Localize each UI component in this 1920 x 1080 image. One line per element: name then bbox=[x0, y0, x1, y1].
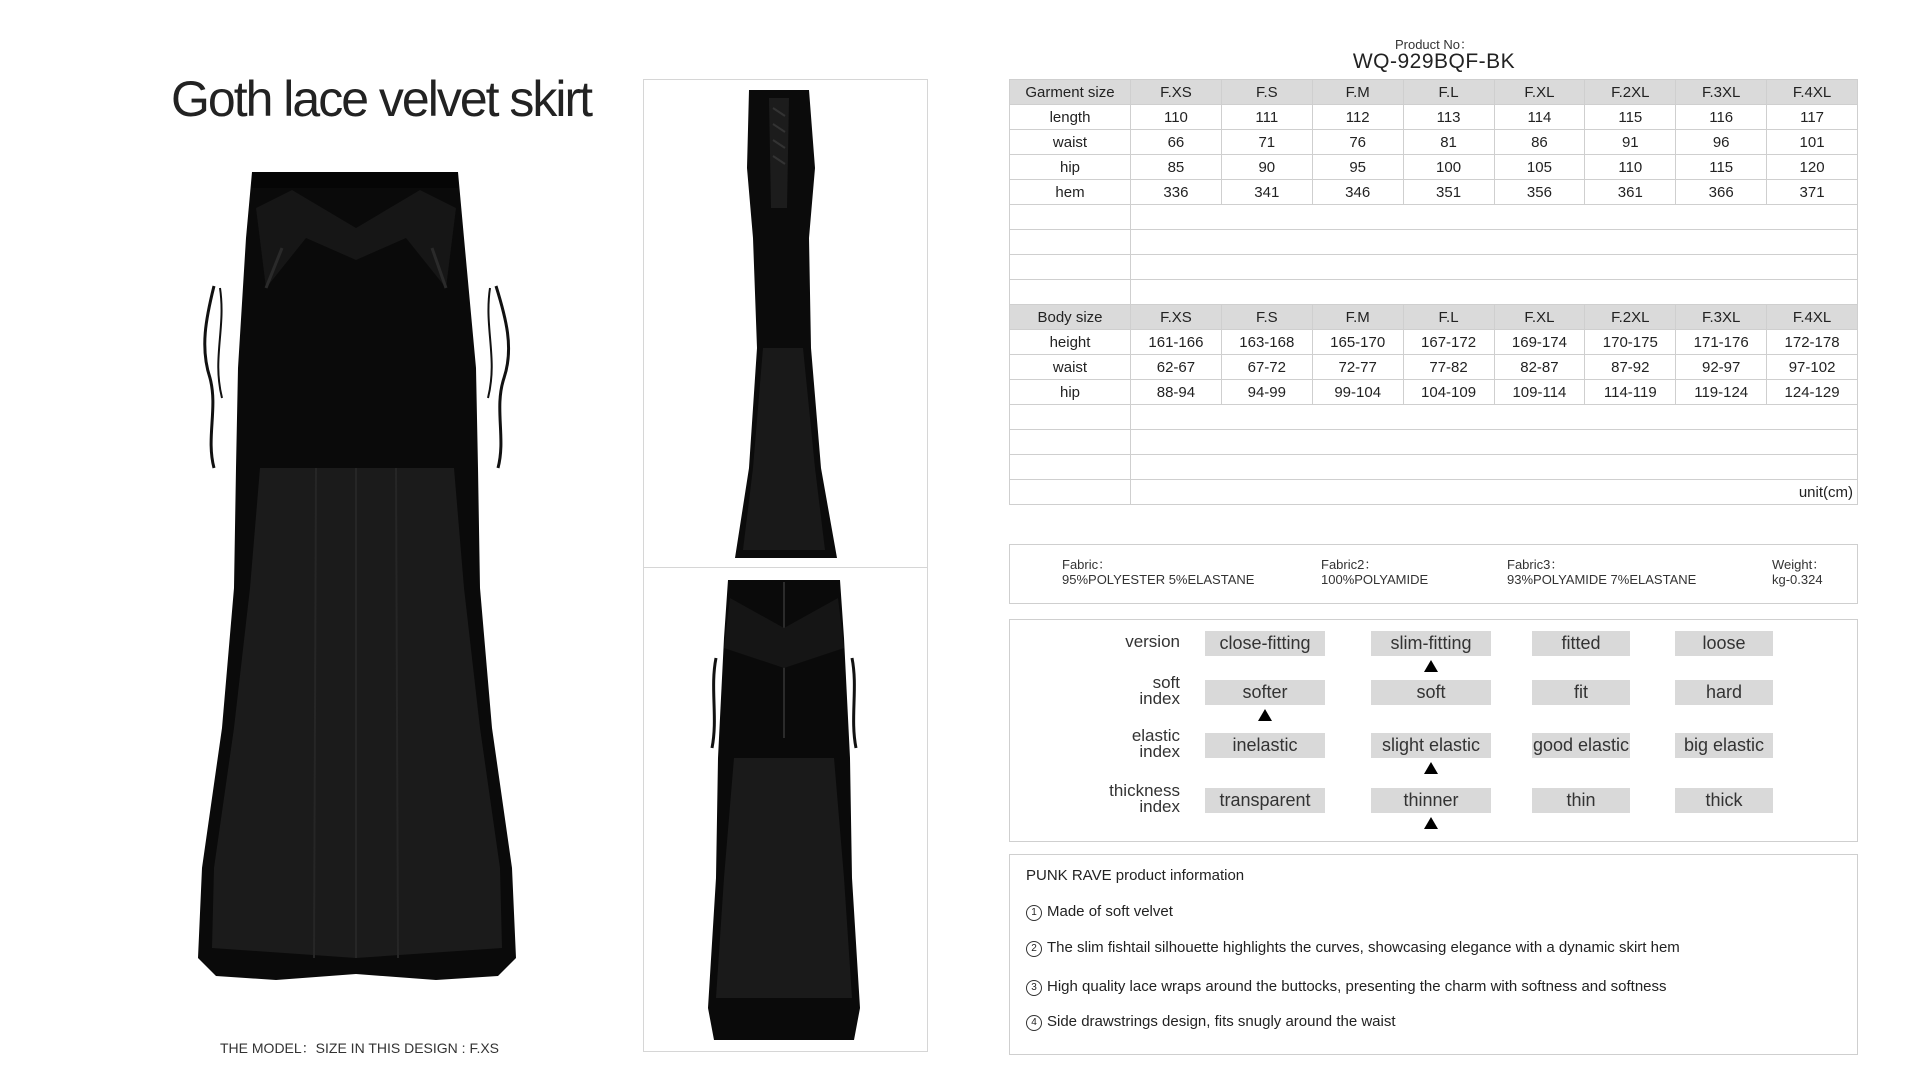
table-cell: 92-97 bbox=[1676, 355, 1767, 380]
option-loose: loose bbox=[1675, 631, 1773, 656]
info-item bbox=[1026, 978, 1667, 996]
column-header: F.M bbox=[1312, 305, 1403, 330]
table-cell: 356 bbox=[1494, 180, 1585, 205]
table-header-row bbox=[1010, 305, 1858, 330]
table-cell: 97-102 bbox=[1767, 355, 1858, 380]
option-hard: hard bbox=[1675, 680, 1773, 705]
page-title: Goth lace velvet skirt bbox=[171, 71, 592, 127]
fabric-label: Fabric2： bbox=[1321, 557, 1378, 572]
weight-label: Weight： bbox=[1772, 557, 1826, 572]
info-text: The slim fishtail silhouette highlights the curves, showcasing elegance with a dynamic skirt hem bbox=[1047, 939, 1680, 956]
table-cell: 67-72 bbox=[1221, 355, 1312, 380]
back-view-photo bbox=[704, 578, 864, 1053]
weight-item bbox=[1772, 557, 1825, 587]
table-cell: 119-124 bbox=[1676, 380, 1767, 405]
table-row bbox=[1010, 155, 1858, 180]
column-header: F.4XL bbox=[1767, 305, 1858, 330]
table-cell: 105 bbox=[1494, 155, 1585, 180]
table-cell: 161-166 bbox=[1131, 330, 1222, 355]
attr-label-thickness-index: thickness index bbox=[1109, 781, 1180, 816]
garment-size-table bbox=[1009, 79, 1858, 305]
table-cell: 115 bbox=[1585, 105, 1676, 130]
row-label: hip bbox=[1010, 155, 1131, 180]
item-number: 2 bbox=[1026, 941, 1042, 957]
option-thin: thin bbox=[1532, 788, 1630, 813]
table-cell: 117 bbox=[1767, 105, 1858, 130]
item-number: 3 bbox=[1026, 980, 1042, 996]
table-header-row bbox=[1010, 80, 1858, 105]
column-header: F.L bbox=[1403, 80, 1494, 105]
empty-row bbox=[1010, 205, 1858, 230]
table-cell: 120 bbox=[1767, 155, 1858, 180]
table-cell: 116 bbox=[1676, 105, 1767, 130]
row-label: hip bbox=[1010, 380, 1131, 405]
thickness-index-indicator-arrow bbox=[1424, 817, 1438, 829]
option-close-fitting: close-fitting bbox=[1205, 631, 1325, 656]
table-cell: 167-172 bbox=[1403, 330, 1494, 355]
column-header: F.2XL bbox=[1585, 80, 1676, 105]
table-cell: 110 bbox=[1131, 105, 1222, 130]
table-cell: 109-114 bbox=[1494, 380, 1585, 405]
table-cell: 124-129 bbox=[1767, 380, 1858, 405]
column-header: F.S bbox=[1221, 80, 1312, 105]
table-cell: 91 bbox=[1585, 130, 1676, 155]
product-photo-frame bbox=[643, 79, 928, 1052]
table-row bbox=[1010, 355, 1858, 380]
table-cell: 88-94 bbox=[1131, 380, 1222, 405]
elastic-index-indicator-arrow bbox=[1424, 762, 1438, 774]
option-fit: fit bbox=[1532, 680, 1630, 705]
photo-divider bbox=[644, 567, 927, 568]
row-label: height bbox=[1010, 330, 1131, 355]
table-cell: 341 bbox=[1221, 180, 1312, 205]
table-cell: 100 bbox=[1403, 155, 1494, 180]
column-header: F.2XL bbox=[1585, 305, 1676, 330]
table-cell: 371 bbox=[1767, 180, 1858, 205]
product-number: WQ-929BQF-BK bbox=[1352, 50, 1516, 73]
option-thinner: thinner bbox=[1371, 788, 1491, 813]
row-label: waist bbox=[1010, 130, 1131, 155]
empty-row bbox=[1010, 255, 1858, 280]
option-good-elastic: good elastic bbox=[1532, 733, 1630, 758]
empty-row bbox=[1010, 430, 1858, 455]
fabric-label: Fabric3： bbox=[1507, 557, 1564, 572]
info-item bbox=[1026, 1013, 1396, 1031]
info-title: PUNK RAVE product information bbox=[1026, 867, 1245, 884]
table-cell: 87-92 bbox=[1585, 355, 1676, 380]
table-cell: 165-170 bbox=[1312, 330, 1403, 355]
column-header: F.XL bbox=[1494, 305, 1585, 330]
info-text: High quality lace wraps around the buttocks, presenting the charm with softness and softness bbox=[1047, 978, 1667, 995]
version-indicator-arrow bbox=[1424, 660, 1438, 672]
option-softer: softer bbox=[1205, 680, 1325, 705]
table-cell: 346 bbox=[1312, 180, 1403, 205]
table-row bbox=[1010, 380, 1858, 405]
unit-label: unit(cm) bbox=[1131, 480, 1858, 505]
table-cell: 170-175 bbox=[1585, 330, 1676, 355]
table-cell: 62-67 bbox=[1131, 355, 1222, 380]
table-row bbox=[1010, 130, 1858, 155]
table-cell: 81 bbox=[1403, 130, 1494, 155]
unit-row bbox=[1010, 480, 1858, 505]
fabric-value: 95%POLYESTER 5%ELASTANE bbox=[1062, 572, 1255, 587]
column-header: Garment size bbox=[1010, 80, 1131, 105]
table-row bbox=[1010, 180, 1858, 205]
fabric-label: Fabric： bbox=[1062, 557, 1112, 572]
weight-value: kg-0.324 bbox=[1772, 572, 1823, 587]
empty-row bbox=[1010, 280, 1858, 305]
option-soft: soft bbox=[1371, 680, 1491, 705]
table-cell: 101 bbox=[1767, 130, 1858, 155]
front-view-photo bbox=[196, 168, 518, 1004]
table-cell: 104-109 bbox=[1403, 380, 1494, 405]
column-header: F.L bbox=[1403, 305, 1494, 330]
attr-label-version: version bbox=[1125, 632, 1180, 651]
table-cell: 110 bbox=[1585, 155, 1676, 180]
column-header: F.3XL bbox=[1676, 80, 1767, 105]
item-number: 4 bbox=[1026, 1015, 1042, 1031]
column-header: F.XL bbox=[1494, 80, 1585, 105]
row-label: length bbox=[1010, 105, 1131, 130]
table-cell: 361 bbox=[1585, 180, 1676, 205]
column-header: F.XS bbox=[1131, 80, 1222, 105]
empty-row bbox=[1010, 405, 1858, 430]
option-slight-elastic: slight elastic bbox=[1371, 733, 1491, 758]
item-number: 1 bbox=[1026, 905, 1042, 921]
product-number-label: Product No： bbox=[1394, 37, 1474, 52]
fabric-value: 100%POLYAMIDE bbox=[1321, 572, 1429, 587]
attr-label-soft-index: soft index bbox=[1139, 673, 1180, 708]
table-cell: 351 bbox=[1403, 180, 1494, 205]
table-cell: 163-168 bbox=[1221, 330, 1312, 355]
table-cell: 114-119 bbox=[1585, 380, 1676, 405]
table-cell: 114 bbox=[1494, 105, 1585, 130]
table-cell: 111 bbox=[1221, 105, 1312, 130]
table-cell: 94-99 bbox=[1221, 380, 1312, 405]
table-cell: 77-82 bbox=[1403, 355, 1494, 380]
fabric-value: 93%POLYAMIDE 7%ELASTANE bbox=[1507, 572, 1697, 587]
table-cell: 171-176 bbox=[1676, 330, 1767, 355]
table-cell: 76 bbox=[1312, 130, 1403, 155]
body-size-table bbox=[1009, 304, 1858, 505]
column-header: F.M bbox=[1312, 80, 1403, 105]
fabric-item bbox=[1321, 557, 1428, 587]
info-text: Made of soft velvet bbox=[1047, 903, 1173, 920]
table-cell: 90 bbox=[1221, 155, 1312, 180]
table-cell: 86 bbox=[1494, 130, 1585, 155]
table-cell: 172-178 bbox=[1767, 330, 1858, 355]
table-cell: 96 bbox=[1676, 130, 1767, 155]
option-slim-fitting: slim-fitting bbox=[1371, 631, 1491, 656]
table-cell: 72-77 bbox=[1312, 355, 1403, 380]
column-header: F.3XL bbox=[1676, 305, 1767, 330]
table-cell: 336 bbox=[1131, 180, 1222, 205]
table-row bbox=[1010, 105, 1858, 130]
table-cell: 66 bbox=[1131, 130, 1222, 155]
table-cell: 112 bbox=[1312, 105, 1403, 130]
table-cell: 71 bbox=[1221, 130, 1312, 155]
fit-attributes bbox=[1009, 619, 1858, 842]
option-transparent: transparent bbox=[1205, 788, 1325, 813]
table-cell: 366 bbox=[1676, 180, 1767, 205]
empty-row bbox=[1010, 455, 1858, 480]
fabric-item bbox=[1507, 557, 1696, 587]
table-cell: 113 bbox=[1403, 105, 1494, 130]
table-cell: 99-104 bbox=[1312, 380, 1403, 405]
table-cell: 95 bbox=[1312, 155, 1403, 180]
info-item bbox=[1026, 939, 1680, 957]
fabric-item bbox=[1062, 557, 1254, 587]
table-row bbox=[1010, 330, 1858, 355]
row-label: hem bbox=[1010, 180, 1131, 205]
table-cell: 115 bbox=[1676, 155, 1767, 180]
column-header: Body size bbox=[1010, 305, 1131, 330]
fabric-info bbox=[1009, 544, 1858, 604]
option-fitted: fitted bbox=[1532, 631, 1630, 656]
column-header: F.XS bbox=[1131, 305, 1222, 330]
option-thick: thick bbox=[1675, 788, 1773, 813]
model-size-caption: THE MODEL：SIZE IN THIS DESIGN : F.XS bbox=[220, 1040, 500, 1056]
column-header: F.S bbox=[1221, 305, 1312, 330]
option-inelastic: inelastic bbox=[1205, 733, 1325, 758]
table-cell: 85 bbox=[1131, 155, 1222, 180]
info-item bbox=[1026, 903, 1173, 921]
row-label: waist bbox=[1010, 355, 1131, 380]
empty-row bbox=[1010, 230, 1858, 255]
option-big-elastic: big elastic bbox=[1675, 733, 1773, 758]
info-text: Side drawstrings design, fits snugly around the waist bbox=[1047, 1013, 1396, 1030]
attr-label-elastic-index: elastic index bbox=[1131, 726, 1180, 761]
table-cell: 169-174 bbox=[1494, 330, 1585, 355]
table-cell: 82-87 bbox=[1494, 355, 1585, 380]
side-view-photo bbox=[729, 88, 844, 563]
column-header: F.4XL bbox=[1767, 80, 1858, 105]
product-information bbox=[1009, 854, 1858, 1055]
soft-index-indicator-arrow bbox=[1258, 709, 1272, 721]
